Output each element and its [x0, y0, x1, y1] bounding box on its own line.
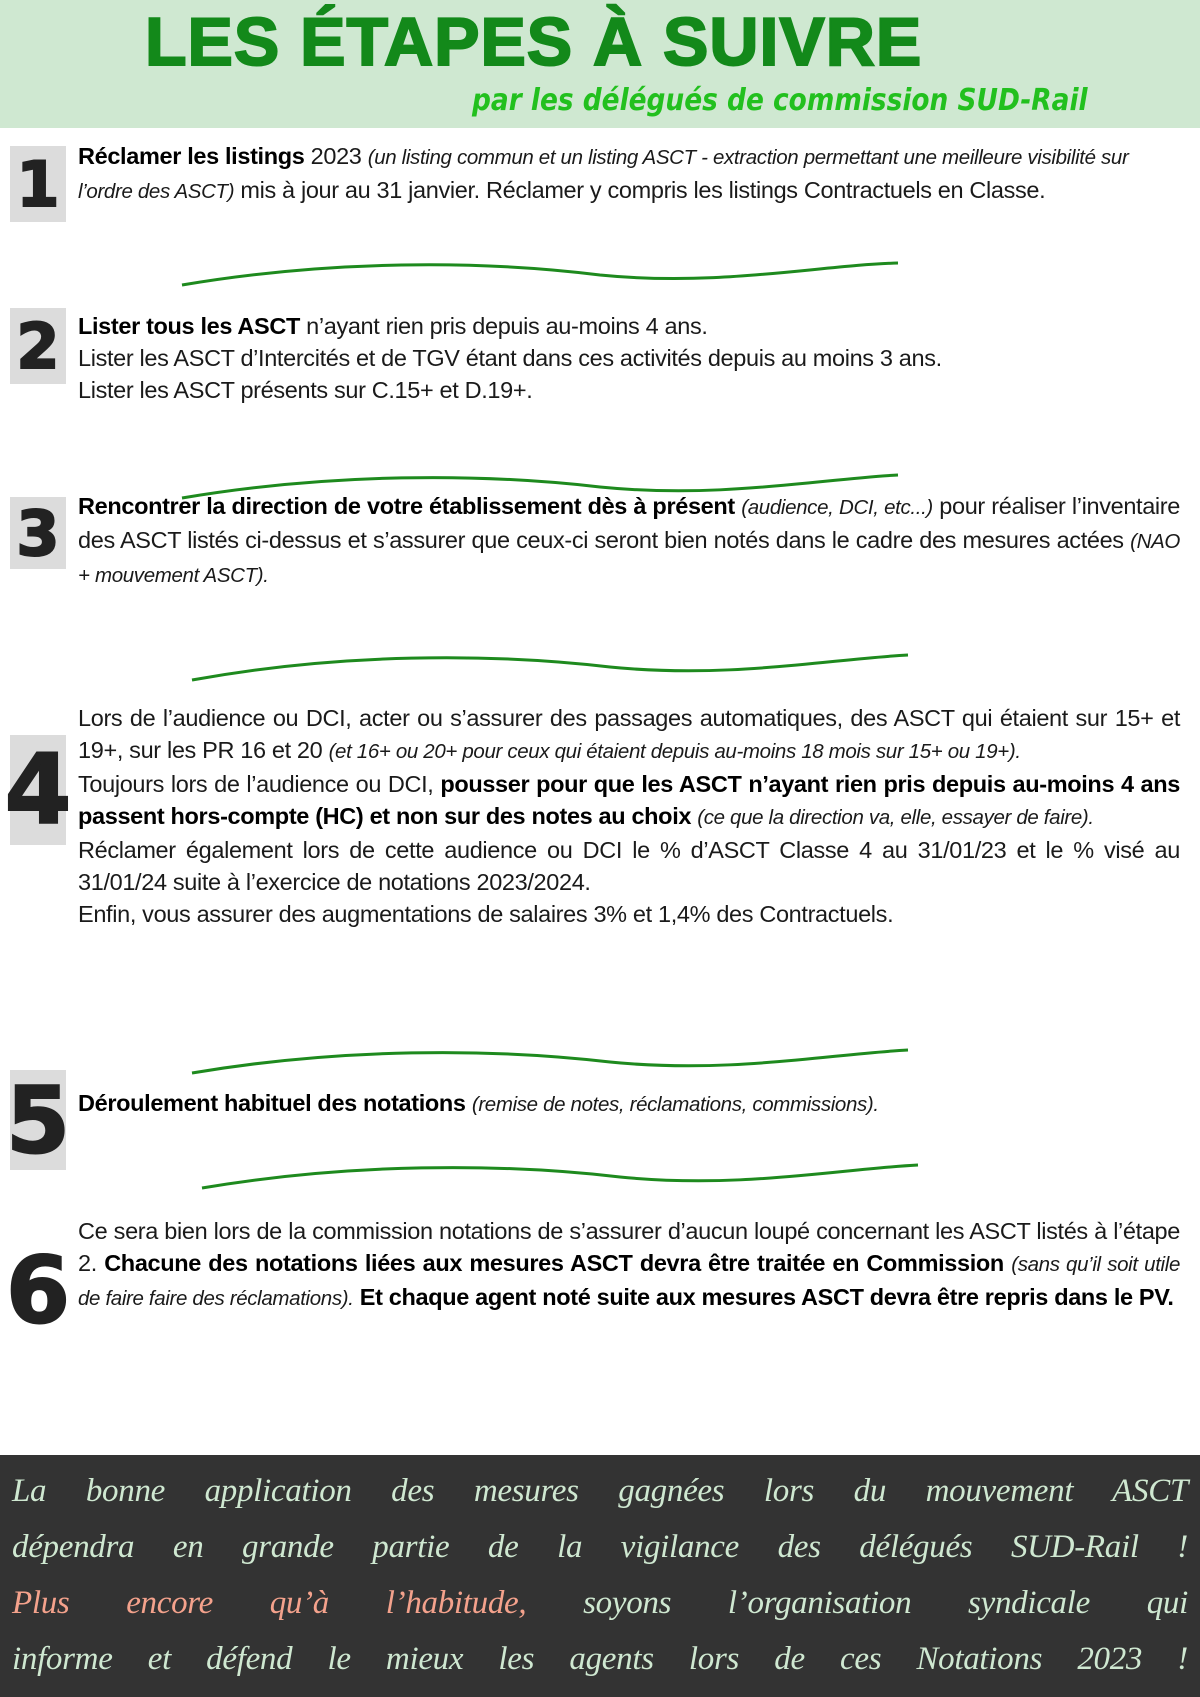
body-text: Ce sera bien lors de la commission notations de s’assurer d’aucun loupé concernant les ASCT listés à l’étape 2.	[78, 1218, 1180, 1276]
body-text: Lors de l’audience ou DCI, acter ou s’assurer des passages automatiques, des ASCT qui étaient sur 15+ et 19+, sur les PR 16 et 20	[78, 705, 1180, 763]
italic-note: (audience, DCI, etc...)	[741, 496, 933, 519]
step-1	[78, 140, 1180, 208]
bold-text: Déroulement habituel des notations	[78, 1090, 466, 1116]
wavy-divider	[190, 645, 910, 685]
step-3	[78, 490, 1180, 592]
footer-line-1: La bonne application des mesures gagnées lors du mouvement ASCT	[12, 1473, 1188, 1509]
step-paragraph	[78, 374, 1180, 406]
footer-highlight: Plus encore qu’à l’habitude,	[12, 1585, 527, 1621]
bold-text: Et chaque agent noté suite aux mesures ASCT devra être repris dans le PV.	[359, 1284, 1174, 1310]
footer-line-3-rest: soyons l’organisation syndicale qui	[526, 1585, 1188, 1621]
header-banner	[0, 0, 1200, 128]
body-text: Enfin, vous assurer des augmentations de salaires 3% et 1,4% des Contractuels.	[78, 901, 894, 927]
body-text: Réclamer également lors de cette audience ou DCI le % d’ASCT Classe 4 au 31/01/23 et le % visé au 31/01/24 suite à l’exercice de notations 2023/2024.	[78, 837, 1180, 895]
step-number-3: 3	[10, 497, 66, 569]
step-paragraph	[78, 834, 1180, 898]
step-2	[78, 310, 1180, 406]
body-text: n’ayant rien pris depuis au-moins 4 ans.	[299, 313, 708, 339]
footer-line-4: informe et défend le mieux les agents lors de ces Notations 2023 !	[12, 1641, 1188, 1677]
italic-note: (remise de notes, réclamations, commissions).	[471, 1093, 879, 1116]
body-text: pour réaliser l’inventaire des ASCT listés ci-dessus et s’assurer que ceux-ci seront bien notés dans le cadre des mesures actées	[78, 493, 1180, 553]
step-number-4: 4	[4, 734, 72, 846]
body-text: Toujours lors de l’audience ou DCI,	[78, 771, 441, 797]
wavy-divider	[200, 1155, 920, 1195]
step-6	[78, 1215, 1180, 1315]
italic-note: (et 16+ ou 20+ pour ceux qui étaient depuis au-moins 18 mois sur 15+ ou 19+).	[328, 740, 1021, 763]
bold-text: Réclamer les listings	[78, 143, 305, 169]
step-paragraph	[78, 490, 1180, 592]
body-text: 2023	[304, 143, 368, 169]
footer-line-2: dépendra en grande partie de la vigilance des délégués SUD-Rail !	[12, 1529, 1188, 1565]
step-number-2: 2	[10, 308, 66, 384]
step-paragraph	[78, 702, 1180, 768]
body-text: Lister les ASCT d’Intercités et de TGV étant dans ces activités depuis au moins 3 ans.	[78, 345, 942, 371]
italic-note: (sans qu’il soit utile de faire faire des réclamations).	[78, 1253, 1180, 1310]
bold-text: pousser pour que les ASCT n’ayant rien pris depuis au-moins 4 ans passent hors-compte (HC) et non sur des notes au choix	[78, 771, 1180, 829]
wavy-divider	[180, 255, 900, 295]
step-paragraph	[78, 140, 1180, 208]
wavy-divider	[190, 1040, 910, 1080]
italic-note: (un listing commun et un listing ASCT - extraction permettant une meilleure visibilité sur l’ordre des ASCT)	[78, 146, 1129, 203]
bold-text: Lister tous les ASCT	[78, 313, 300, 339]
step-paragraph	[78, 768, 1180, 834]
footer-line-3	[0, 1575, 1200, 1631]
step-paragraph	[78, 1215, 1180, 1315]
italic-note: (NAO + mouvement ASCT).	[78, 530, 1180, 587]
page-title: LES ÉTAPES À SUIVRE	[145, 4, 923, 80]
step-paragraph	[78, 898, 1180, 930]
step-paragraph	[78, 342, 1180, 374]
step-number-6: 6	[6, 1236, 71, 1344]
step-number-1: 1	[10, 146, 66, 222]
step-5	[78, 1087, 1180, 1121]
step-paragraph	[78, 310, 1180, 342]
body-text: mis à jour au 31 janvier. Réclamer y compris les listings Contractuels en Classe.	[234, 177, 1046, 203]
italic-note: (ce que la direction va, elle, essayer de faire).	[697, 806, 1094, 829]
bold-text: Chacune des notations liées aux mesures ASCT devra être traitée en Commission	[104, 1250, 1004, 1276]
page-subtitle: par les délégués de commission SUD-Rail	[472, 83, 1088, 118]
bold-text: Rencontrer la direction de votre établissement dès à présent	[78, 493, 735, 519]
footer-callout	[0, 1455, 1200, 1697]
wavy-divider	[180, 465, 900, 505]
step-number-5: 5	[6, 1066, 71, 1174]
step-4	[78, 702, 1180, 930]
body-text: Lister les ASCT présents sur C.15+ et D.19+.	[78, 377, 533, 403]
step-paragraph	[78, 1087, 1180, 1121]
